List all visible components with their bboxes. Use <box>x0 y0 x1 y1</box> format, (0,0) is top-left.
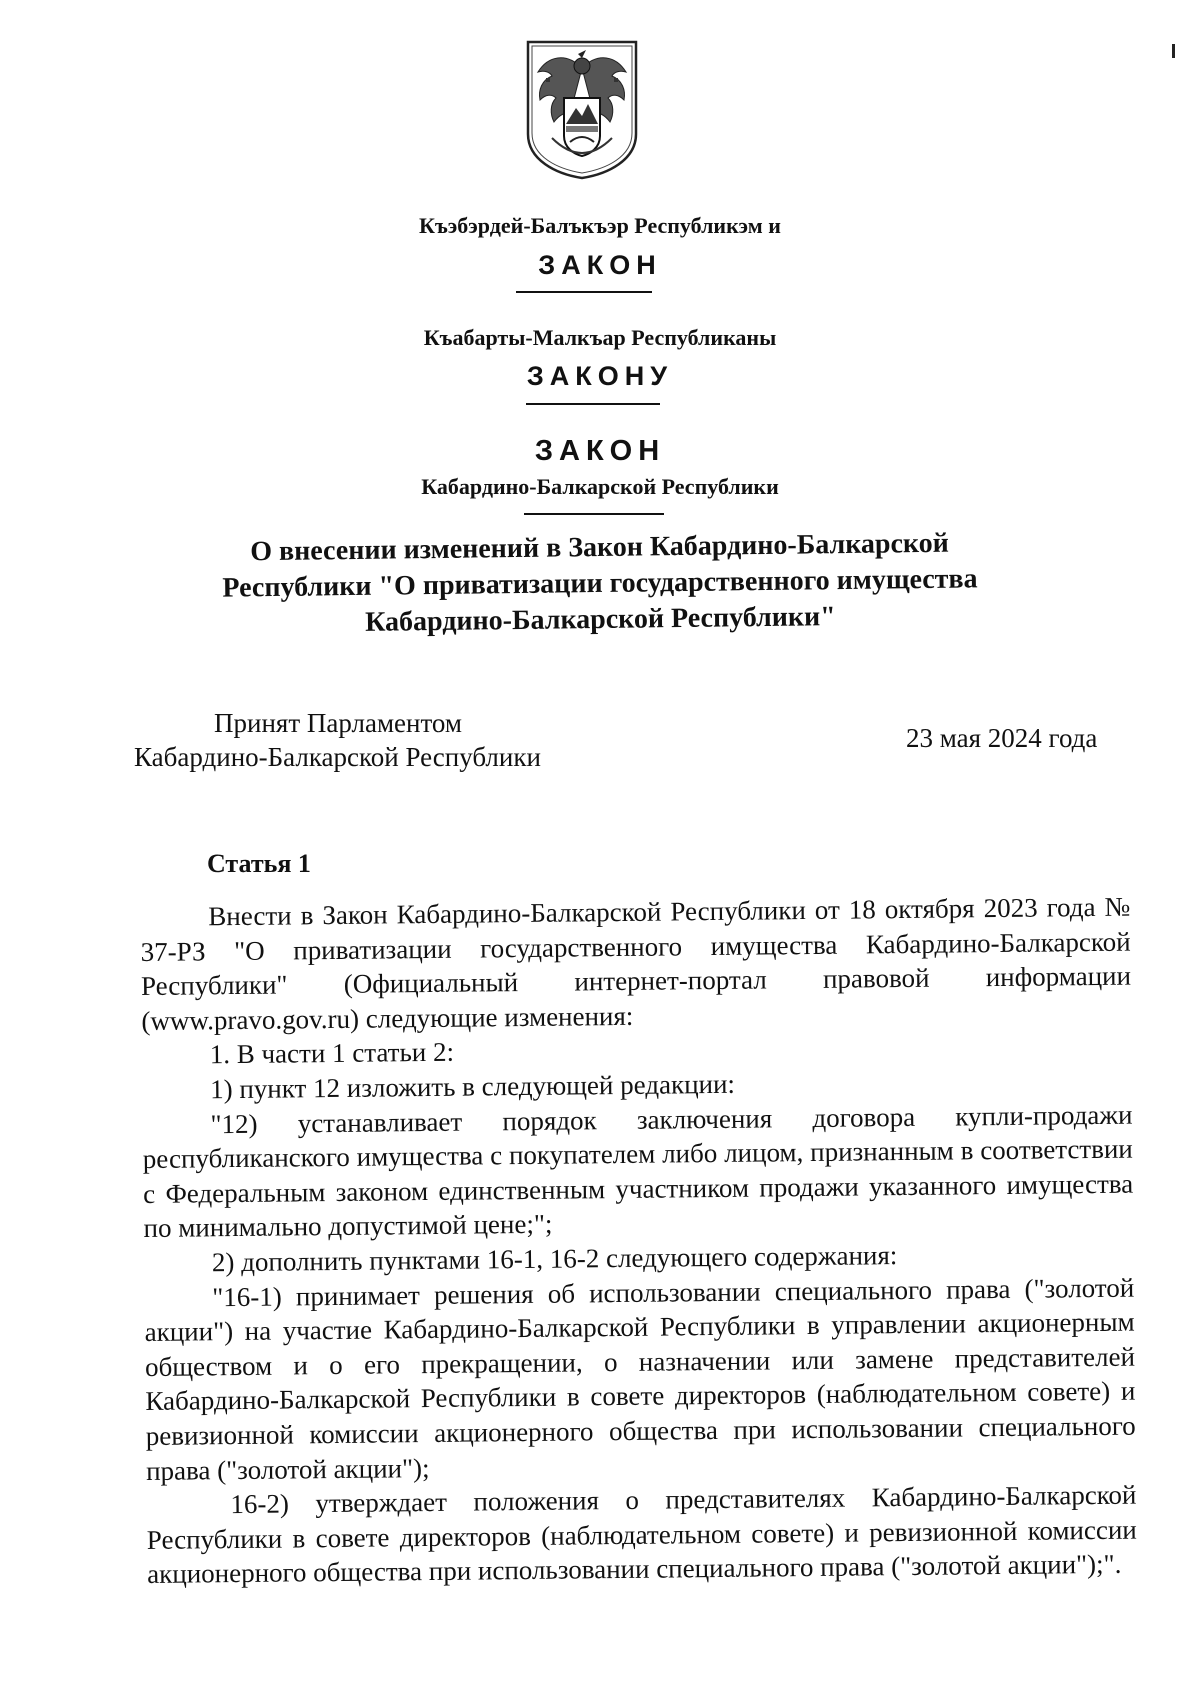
article-paragraph: 1) пункт 12 изложить в следующей редакции: <box>209 1068 736 1105</box>
article-body <box>140 878 1137 1592</box>
article-paragraph: 1. В части 1 статьи 2: <box>209 1037 455 1070</box>
law-title-line: О внесении изменений в Закон Кабардино-Балкарской <box>250 527 950 568</box>
adoption-line: Принят Парламентом <box>214 708 462 738</box>
article-paragraph: 2) дополнить пунктами 16-1, 16-2 следующего содержания: <box>211 1240 898 1278</box>
adoption-date: 23 мая 2024 года <box>906 723 1098 753</box>
divider <box>526 403 660 405</box>
ru-law-heading: ЗАКОН <box>534 435 666 467</box>
adoption-line: Кабардино-Балкарской Республики <box>134 742 541 772</box>
krc-law-heading: ЗАКОНУ <box>526 361 674 391</box>
article-paragraph: Внести в Закон Кабардино-Балкарской Республики от 18 октября 2023 года № 37-РЗ "О приватизации государственного имущества Кабардино-Балкарской Республики" (Официальный интернет-портал правовой информации (www.pravo.gov.ru) следующие изменения: <box>140 891 1132 1036</box>
law-title <box>149 525 1050 644</box>
scan-mark <box>1172 44 1175 58</box>
article-heading: Статья 1 <box>207 849 311 878</box>
divider <box>516 291 652 293</box>
adoption-block <box>134 706 541 774</box>
law-title-line: Кабардино-Балкарской Республики" <box>364 601 836 638</box>
coat-of-arms-icon <box>522 38 642 180</box>
article-paragraph: "12) устанавливает порядок заключения договора купли-продажи республиканского имущества с покупателем либо лицом, признанным в соответствии с Федеральным законом единственным участником продажи указанного имущества по минимально допустимой цене;"; <box>142 1099 1134 1244</box>
article-paragraph: 16-2) утверждает положения о представителях Кабардино-Балкарской Республики в совете директоров (наблюдательном совете) и ревизионной комиссии акционерного общества при использовании специального права ("золотой акции");". <box>146 1479 1137 1590</box>
ru-republic-heading: Кабардино-Балкарской Республики <box>421 474 779 499</box>
kbd-law-heading: ЗАКОН <box>538 250 662 280</box>
krc-republic-heading: Къабарты-Малкъар Республиканы <box>423 325 777 350</box>
kbd-republic-heading: Къэбэрдей-Балъкъэр Республикэм и <box>419 213 781 238</box>
divider <box>524 513 664 515</box>
law-title-line: Республики "О приватизации государственного имущества <box>222 563 978 604</box>
article-paragraph: "16-1) принимает решения об использовании специального права ("золотой акции") на участие Кабардино-Балкарской Республики в управлении акционерным обществом и о его прекращении, о назначении или замене представителей Кабардино-Балкарской Республики в совете директоров (наблюдательном совете) и ревизионной комиссии акционерного общества при использовании специального права ("золотой акции"); <box>144 1272 1136 1486</box>
